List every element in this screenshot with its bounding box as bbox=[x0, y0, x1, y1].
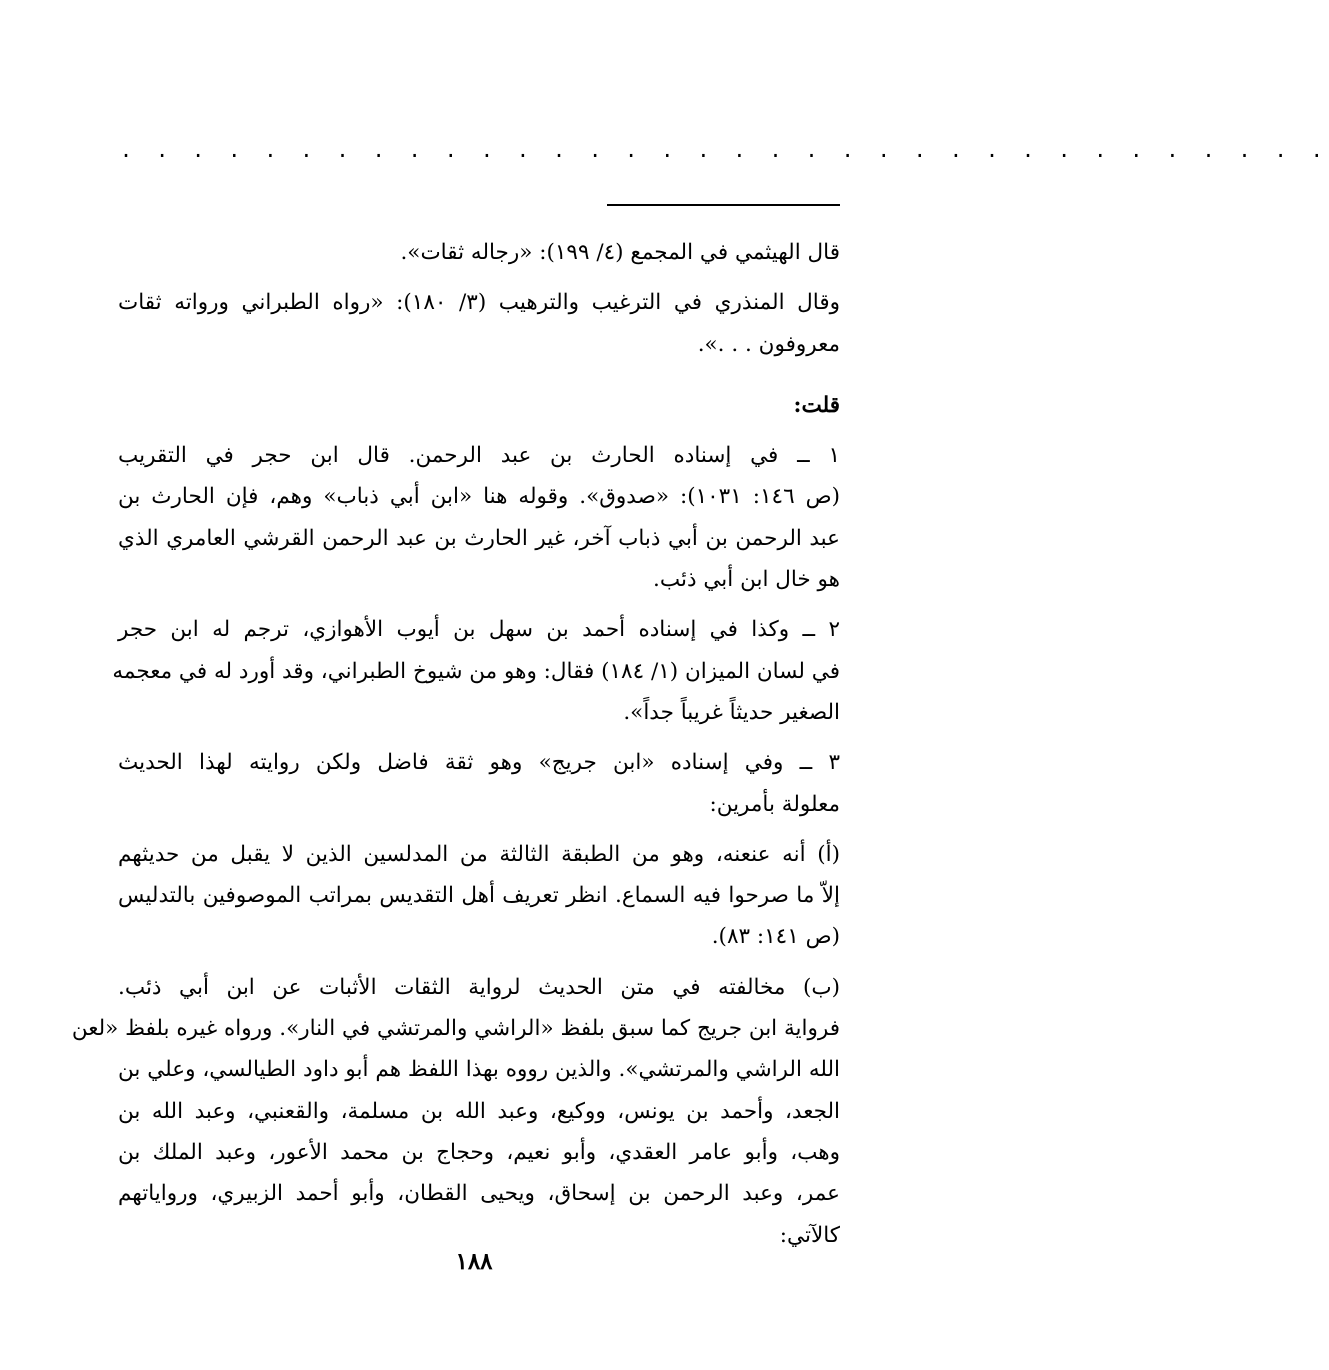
text-line: هو خال ابن أبي ذئب. bbox=[653, 567, 840, 593]
text-line: ٣ ــ وفي إسناده «ابن جريج» وهو ثقة فاضل ولكن روايته لهذا الحديث bbox=[118, 750, 840, 776]
paragraph-point-b bbox=[71, 967, 840, 1256]
text-line: كالآتي: bbox=[779, 1222, 840, 1248]
text-line: إلاّ ما صرحوا فيه السماع. انظر تعريف أهل التقديس بمراتب الموصوفين بالتدليس bbox=[118, 883, 840, 909]
text-line: معلولة بأمرين: bbox=[709, 791, 840, 817]
paragraph-point-a bbox=[118, 834, 840, 958]
text-line: وهب، وأبو عامر العقدي، وأبو نعيم، وحجاج بن محمد الأعور، وعبد الملك بن bbox=[118, 1139, 840, 1165]
separator-dots: . . . . . . . . . . . . . . . . . . . . . . . . . . . . . . . . . . bbox=[120, 138, 1329, 162]
text-line: الله الراشي والمرتشي». والذين رووه بهذا اللفظ هم أبو داود الطيالسي، وعلي بن bbox=[118, 1057, 840, 1083]
text-line: معروفون . . .». bbox=[697, 331, 840, 357]
text-line: عبد الرحمن بن أبي ذباب آخر، غير الحارث بن عبد الرحمن القرشي العامري الذي bbox=[118, 525, 840, 551]
section-heading: قلت: bbox=[793, 392, 840, 418]
page-number: ١٨٨ bbox=[455, 1248, 493, 1275]
body-text bbox=[71, 232, 840, 1265]
text-line: عمر، وعبد الرحمن بن إسحاق، ويحيى القطان، وأبو أحمد الزبيري، ورواياتهم bbox=[118, 1181, 840, 1207]
paragraph-mundhiri bbox=[118, 282, 840, 365]
text-line: قال الهيثمي في المجمع (٤/ ١٩٩): «رجاله ثقات». bbox=[400, 240, 840, 265]
text-line: (ص ١٤٦: ١٠٣١): «صدوق». وقوله هنا «ابن أبي ذباب» وهم، فإن الحارث بن bbox=[118, 484, 840, 510]
text-line: الجعد، وأحمد بن يونس، ووكيع، وعبد الله بن مسلمة، والقعنبي، وعبد الله بن bbox=[118, 1098, 840, 1124]
text-line: (ب) مخالفته في متن الحديث لرواية الثقات الأثبات عن ابن أبي ذئب. bbox=[118, 974, 840, 1000]
text-line: الصغير حديثاً غريباً جداً». bbox=[623, 699, 840, 725]
text-line: ٢ ــ وكذا في إسناده أحمد بن سهل بن أيوب الأهوازي، ترجم له ابن حجر bbox=[118, 617, 840, 643]
text-line: (أ) أنه عنعنه، وهو من الطبقة الثالثة من المدلسين الذين لا يقبل من حديثهم bbox=[118, 841, 840, 867]
paragraph-point-1 bbox=[118, 435, 840, 600]
paragraph-point-3 bbox=[118, 742, 840, 825]
paragraph-haythami bbox=[118, 232, 840, 273]
footnote-rule bbox=[607, 204, 840, 206]
text-line: في لسان الميزان (١/ ١٨٤) فقال: وهو من شيوخ الطبراني، وقد أورد له في معجمه bbox=[112, 658, 840, 684]
paragraph-point-2 bbox=[112, 609, 840, 733]
text-line: (ص ١٤١: ٨٣). bbox=[711, 924, 840, 950]
paragraph-qultu bbox=[118, 385, 840, 426]
text-line: وقال المنذري في الترغيب والترهيب (٣/ ١٨٠): «رواه الطبراني ورواته ثقات bbox=[118, 290, 840, 316]
text-line: ١ ــ في إسناده الحارث بن عبد الرحمن. قال ابن حجر في التقريب bbox=[118, 443, 840, 469]
text-line: فرواية ابن جريج كما سبق بلفظ «الراشي والمرتشي في النار». ورواه غيره بلفظ «لعن bbox=[71, 1016, 840, 1042]
